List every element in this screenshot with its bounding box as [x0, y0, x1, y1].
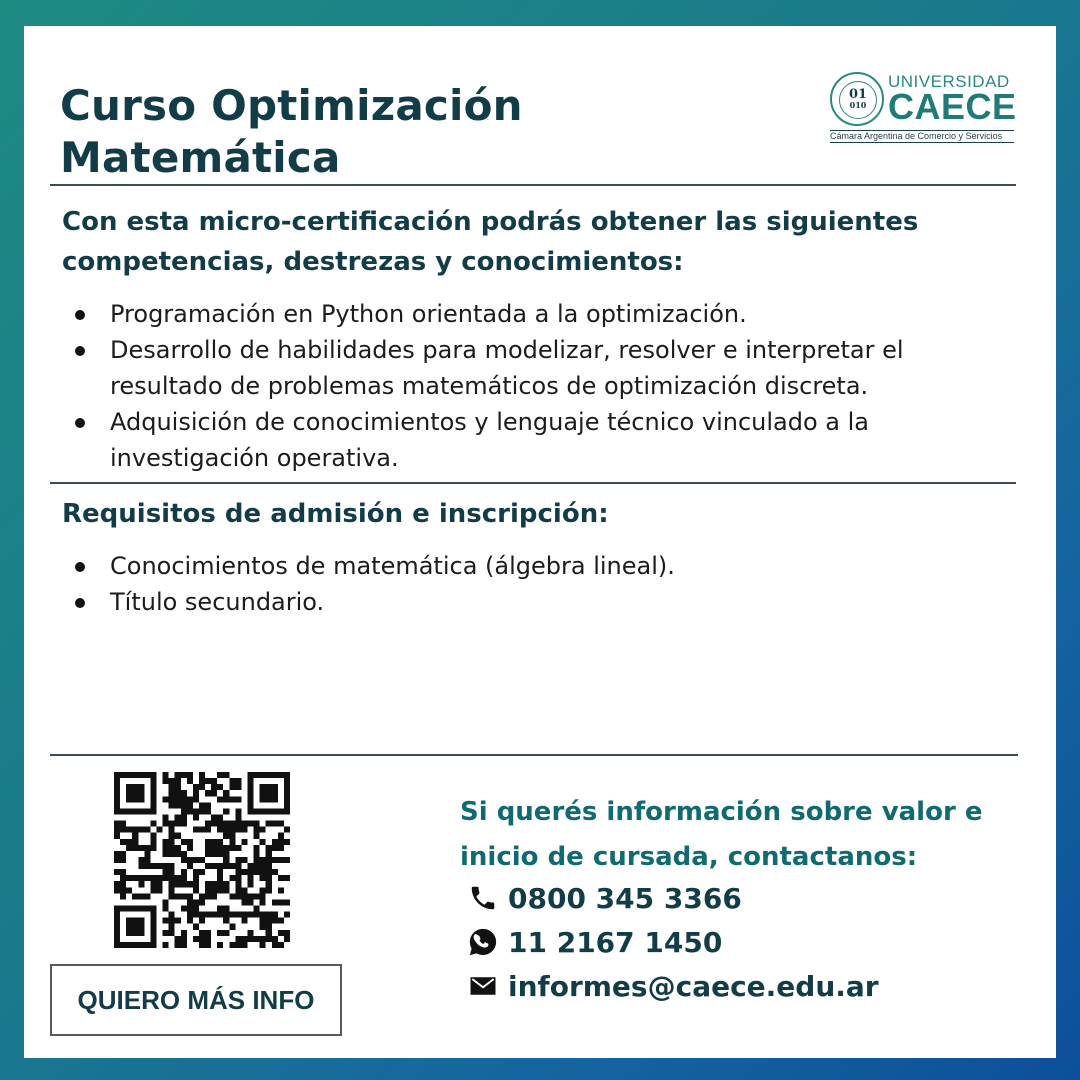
- competencias-heading: Con esta micro-certificación podrás obtener las siguientes competencias, destrezas y conocimientos:: [62, 207, 919, 277]
- phone-number: 0800 345 3366: [508, 881, 742, 915]
- title-line-2: Matemática: [60, 133, 341, 182]
- seal-icon: [830, 72, 884, 126]
- seal-text-2: 010: [849, 100, 867, 110]
- bullet-icon: [75, 310, 85, 320]
- divider: [50, 754, 1018, 756]
- list-item: Programación en Python orientada a la optimización.: [62, 296, 1022, 332]
- whatsapp-number: 11 2167 1450: [508, 925, 723, 959]
- course-card: [24, 26, 1056, 1058]
- logo-university-label: UNIVERSIDAD: [888, 72, 1010, 91]
- logo-subtitle: Cámara Argentina de Comercio y Servicios: [830, 130, 1014, 143]
- title-line-1: Curso Optimización: [60, 81, 523, 130]
- university-logo: [830, 70, 1016, 146]
- bullet-icon: [75, 598, 85, 608]
- requisitos-list: [62, 548, 1022, 620]
- list-item: Desarrollo de habilidades para modelizar, resolver e interpretar el resultado de problemas matemáticos de optimización discreta.: [62, 332, 1022, 404]
- contact-heading: Si querés información sobre valor e inicio de cursada, contactanos:: [460, 797, 983, 872]
- bullet-icon: [75, 346, 85, 356]
- more-info-button[interactable]: QUIERO MÁS INFO: [50, 964, 342, 1036]
- email-contact[interactable]: [468, 966, 879, 1006]
- list-item: Título secundario.: [62, 584, 1022, 620]
- list-item: Conocimientos de matemática (álgebra lineal).: [62, 548, 1022, 584]
- logo-name: CAECE: [888, 86, 1017, 127]
- email-address: informes@caece.edu.ar: [508, 969, 879, 1003]
- competencias-list: [62, 296, 1022, 476]
- seal-text-1: 01: [848, 87, 868, 102]
- whatsapp-icon: [468, 927, 498, 957]
- qr-code-icon[interactable]: [114, 772, 290, 948]
- phone-contact[interactable]: [468, 878, 742, 918]
- phone-icon: [468, 883, 498, 913]
- divider: [50, 482, 1016, 484]
- requisitos-heading: Requisitos de admisión e inscripción:: [62, 499, 609, 529]
- list-item: Adquisición de conocimientos y lenguaje técnico vinculado a la investigación operativa.: [62, 404, 1022, 476]
- bullet-icon: [75, 562, 85, 572]
- bullet-icon: [75, 418, 85, 428]
- mail-icon: [468, 971, 498, 1001]
- whatsapp-contact[interactable]: [468, 922, 722, 962]
- divider: [50, 184, 1016, 186]
- page-title: [60, 80, 523, 184]
